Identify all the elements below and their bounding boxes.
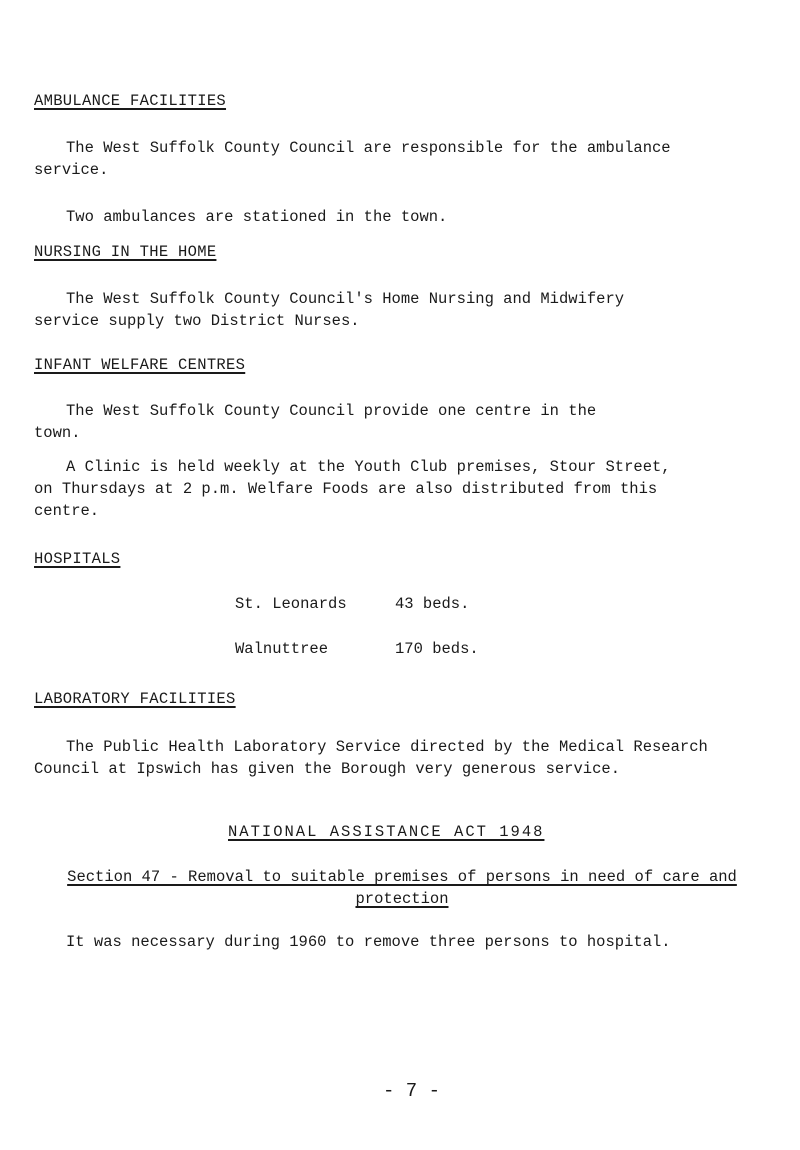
hospital-beds: 43 beds. (395, 595, 470, 613)
hospital-row (235, 595, 469, 613)
ambulance-paragraph-2: Two ambulances are stationed in the town. (66, 208, 448, 226)
infant-welfare-heading: INFANT WELFARE CENTRES (34, 356, 246, 374)
infant-paragraph-1: The West Suffolk County Council provide one centre in the town. (34, 402, 606, 442)
page-number: - 7 - (383, 1080, 441, 1102)
hospitals-heading: HOSPITALS (34, 550, 121, 568)
laboratory-paragraph: The Public Health Laboratory Service directed by the Medical Research Council at Ipswich has given the Borough very generous service. (34, 738, 718, 778)
hospital-name: Walnuttree (235, 640, 329, 658)
ambulance-heading: AMBULANCE FACILITIES (34, 92, 227, 110)
section-47-title: Section 47 - Removal to suitable premises of persons in need of care and protection (67, 868, 737, 908)
laboratory-heading: LABORATORY FACILITIES (34, 690, 236, 708)
nursing-heading: NURSING IN THE HOME (34, 243, 217, 261)
hospital-beds: 170 beds. (395, 640, 479, 658)
hospital-row (235, 640, 479, 658)
hospital-name: St. Leonards (235, 595, 347, 613)
national-assistance-title: NATIONAL ASSISTANCE ACT 1948 (228, 823, 545, 841)
nursing-paragraph: The West Suffolk County Council's Home Nursing and Midwifery service supply two District Nurses. (34, 290, 634, 330)
assistance-paragraph: It was necessary during 1960 to remove three persons to hospital. (66, 933, 671, 951)
infant-paragraph-2: A Clinic is held weekly at the Youth Club premises, Stour Street, on Thursdays at 2 p.m. Welfare Foods are also distributed from this centre. (34, 458, 680, 520)
ambulance-paragraph-1: The West Suffolk County Council are responsible for the ambulance service. (34, 139, 680, 179)
